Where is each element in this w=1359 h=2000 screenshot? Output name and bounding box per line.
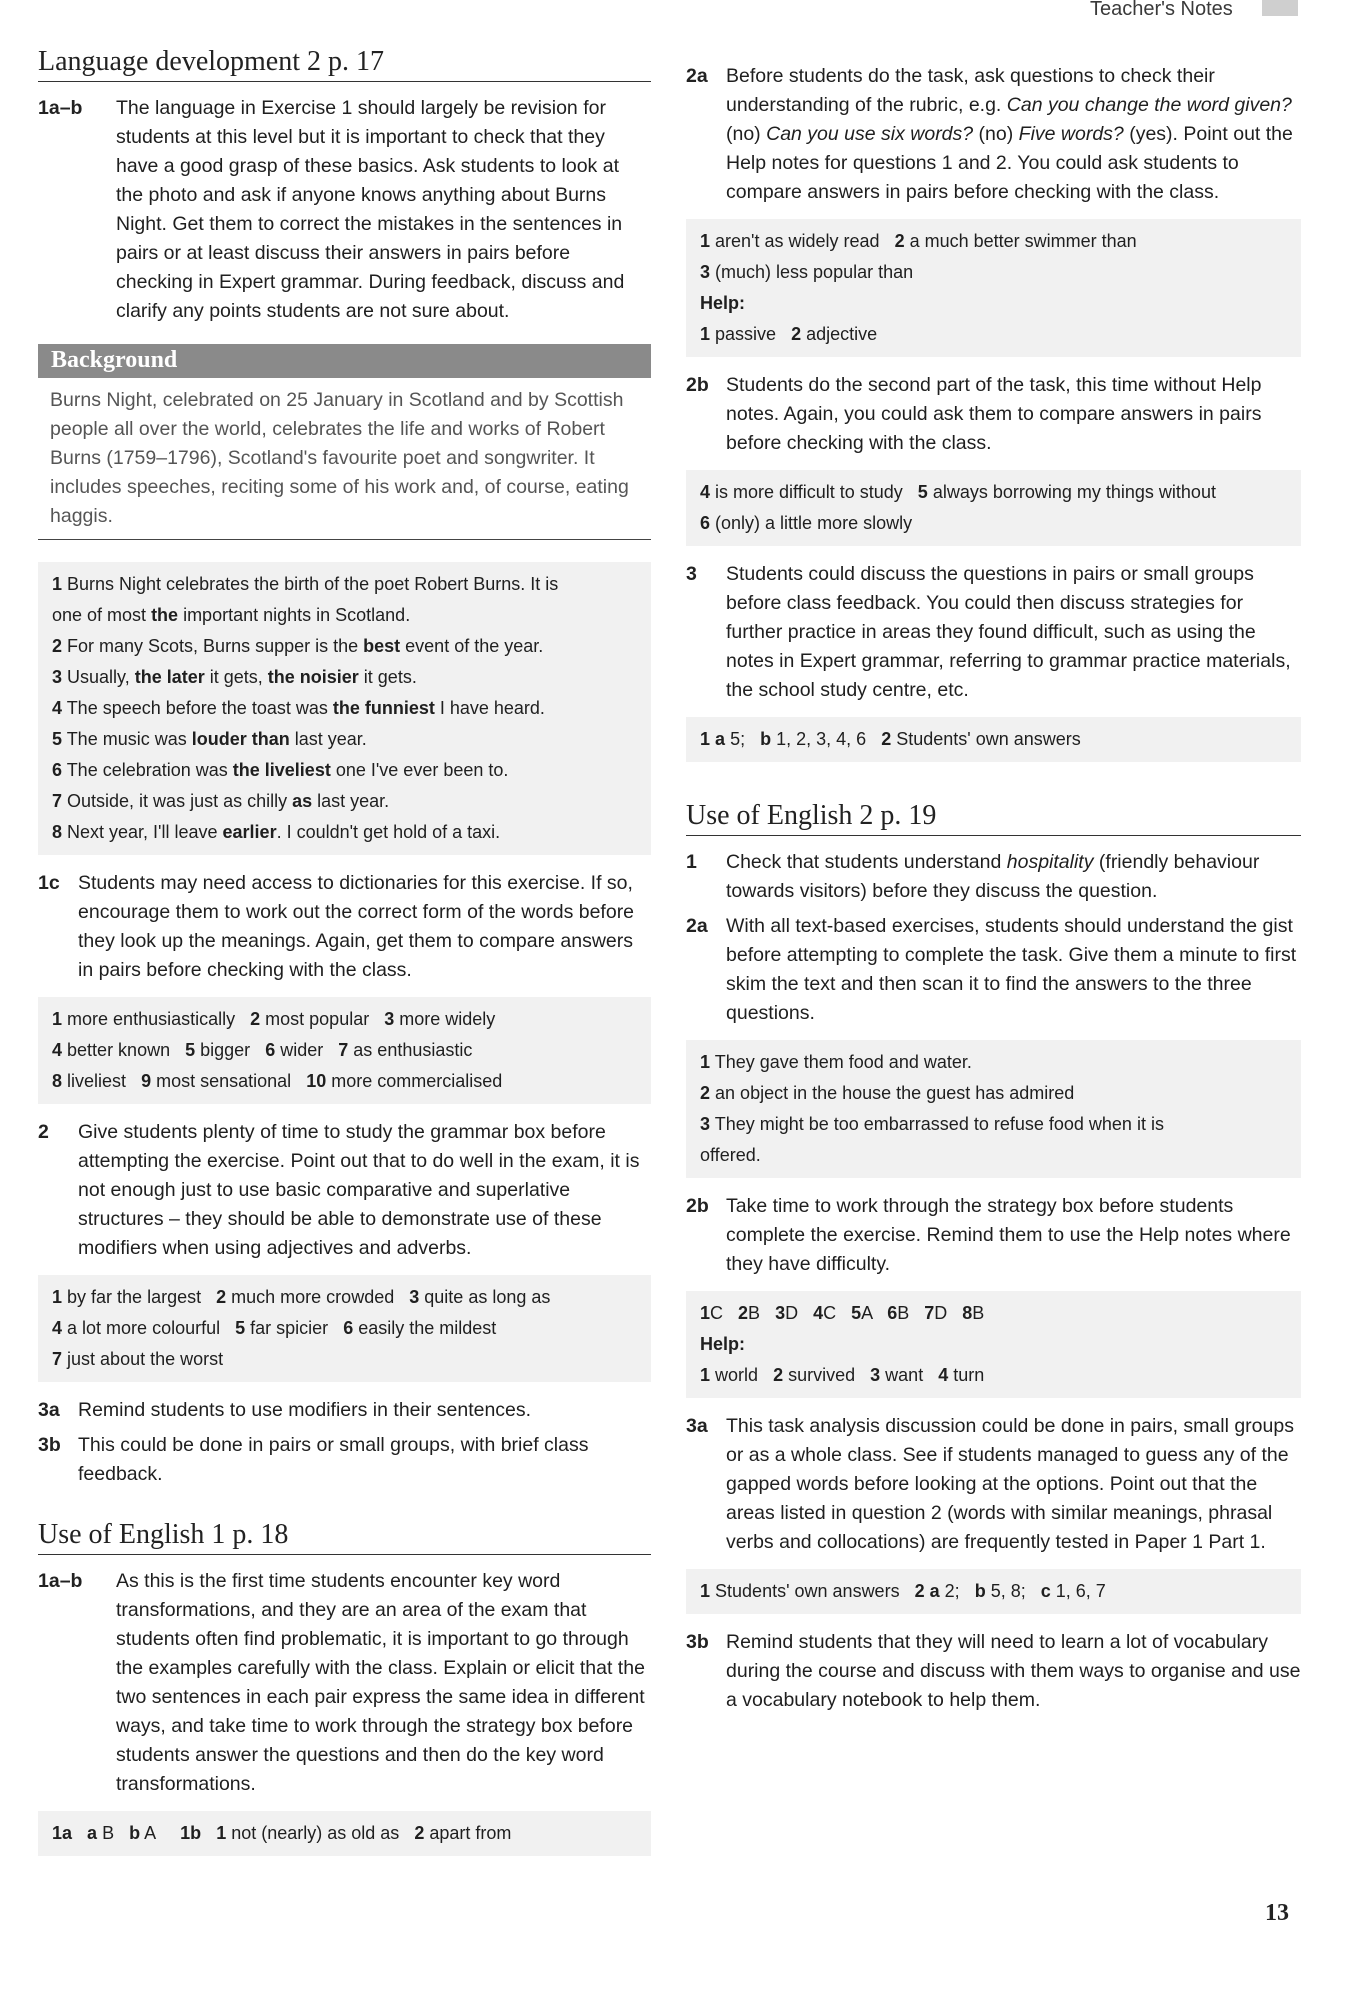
answer-box-2: 1 by far the largest 2 much more crowded 3 quite as long as 4 a lot more colourful 5 far spicier 6 easily the mildest 7 just about the worst	[38, 1275, 651, 1382]
exercise-number: 2	[38, 1121, 49, 1143]
background-box	[38, 344, 651, 540]
paragraph-text: This task analysis discussion could be done in pairs, small groups or as a whole class. See if students managed to guess any of the gapped words before looking at the options. Point out that the areas listed in question 2 (words with similar meanings, phrasal verbs and collocations) are frequently tested in Paper 1 Part 1.	[726, 1415, 1294, 1553]
answer-box-uoe1: 1a a B b A 1b 1 not (nearly) as old as 2 apart from	[38, 1811, 651, 1856]
exercise-number: 2b	[686, 374, 709, 396]
exercise-number: 2a	[686, 915, 708, 937]
paragraph-uoe2-3a	[686, 1412, 1301, 1557]
running-header: Teacher's Notes	[1090, 0, 1233, 20]
paragraph-text: As this is the first time students encounter key word transformations, and they are an area of the exam that students often find problematic, it is important to go through the examples carefully with the class. Explain or elicit that the two sentences in each pair express the same idea in different ways, and take time to work through the strategy box before students answer the questions and then do the key word transformations.	[116, 1570, 645, 1795]
exercise-number: 1a–b	[38, 97, 83, 119]
answer-line: 8 Next year, I'll leave earlier. I couldn't get hold of a taxi.	[52, 822, 501, 842]
page-number: 13	[1265, 1900, 1289, 1926]
paragraph-3a	[38, 1396, 651, 1425]
paragraph-text: Before students do the task, ask questions to check their understanding of the rubric, e.g. Can you change the word given? (no) Can you use six words? (no) Five words? (yes). Point out the Help notes for questions 1 and 2. You could ask students to compare answers in pairs before checking with the class.	[726, 65, 1293, 203]
exercise-number: 3b	[686, 1631, 709, 1653]
answer-line: 5 The music was louder than last year.	[52, 729, 367, 749]
exercise-number: 3a	[686, 1415, 708, 1437]
answer-line: 7 Outside, it was just as chilly as last year.	[52, 791, 390, 811]
exercise-number: 3a	[38, 1399, 60, 1421]
answer-box-2a: 1 aren't as widely read 2 a much better swimmer than 3 (much) less popular than Help: 1 passive 2 adjective	[686, 219, 1301, 357]
paragraph-2	[38, 1118, 651, 1263]
exercise-number: 3b	[38, 1434, 61, 1456]
answer-line: 2 For many Scots, Burns supper is the best event of the year.	[52, 636, 544, 656]
section-heading-use-of-english-2: Use of English 2 p. 19	[686, 800, 1301, 836]
paragraph-text: Take time to work through the strategy box before students complete the exercise. Remind them to use the Help notes where they have difficulty.	[726, 1195, 1291, 1275]
answer-line: 6 The celebration was the liveliest one I've ever been to.	[52, 760, 509, 780]
header-tab-block	[1262, 0, 1298, 16]
paragraph-uoe2-3b	[686, 1628, 1301, 1715]
answer-box-uoe2-2b: 1C 2B 3D 4C 5A 6B 7D 8B Help: 1 world 2 survived 3 want 4 turn	[686, 1291, 1301, 1398]
answer-line: one of most the important nights in Scotland.	[52, 605, 411, 625]
exercise-number: 1a–b	[38, 1570, 83, 1592]
section-heading-language-development: Language development 2 p. 17	[38, 46, 651, 82]
exercise-number: 2b	[686, 1195, 709, 1217]
paragraph-text: Remind students that they will need to learn a lot of vocabulary during the course and discuss with them ways to organise and use a vocabulary notebook to help them.	[726, 1631, 1301, 1711]
answer-box-2b: 4 is more difficult to study 5 always borrowing my things without 6 (only) a little more slowly	[686, 470, 1301, 546]
paragraph-text: Students could discuss the questions in pairs or small groups before class feedback. You could then discuss strategies for further practice in areas they found difficult, such as using the notes in Expert grammar, referring to grammar practice materials, the school study centre, etc.	[726, 563, 1291, 701]
paragraph-3b	[38, 1431, 651, 1489]
paragraph-3	[686, 560, 1301, 705]
background-title: Background	[38, 344, 651, 378]
left-column	[38, 46, 651, 1870]
answer-box-1a-b	[38, 562, 651, 855]
answer-line: 3 Usually, the later it gets, the noisier it gets.	[52, 667, 417, 687]
exercise-number: 2a	[686, 65, 708, 87]
paragraph-text: Students do the second part of the task, this time without Help notes. Again, you could ask them to compare answers in pairs before checking with the class.	[726, 374, 1262, 454]
paragraph-text: Give students plenty of time to study the grammar box before attempting the exercise. Point out that to do well in the exam, it is not enough just to use basic comparative and superlative structures – they should be able to demonstrate use of these modifiers when using adjectives and adverbs.	[78, 1121, 640, 1259]
exercise-number: 1	[686, 851, 697, 873]
paragraph-text: Remind students to use modifiers in their sentences.	[78, 1399, 532, 1421]
paragraph-text: The language in Exercise 1 should largely be revision for students at this level but it is important to check that they have a good grasp of these basics. Ask students to look at the photo and ask if anyone knows anything about Burns Night. Get them to correct the mistakes in the sentences in pairs or at least discuss their answers in pairs before checking in Expert grammar. During feedback, discuss and clarify any points students are not sure about.	[116, 97, 625, 322]
answer-box-uoe2-2a: 1 They gave them food and water. 2 an object in the house the guest has admired 3 They might be too embarrassed to refuse food when it is offered.	[686, 1040, 1301, 1178]
background-text: Burns Night, celebrated on 25 January in Scotland and by Scottish people all over the world, celebrates the life and works of Robert Burns (1759–1796), Scotland's favourite poet and songwriter. It includes speeches, reciting some of his work and, of course, eating haggis.	[50, 389, 629, 527]
answer-box-3: 1 a 5; b 1, 2, 3, 4, 6 2 Students' own answers	[686, 717, 1301, 762]
exercise-number: 1c	[38, 872, 60, 894]
paragraph-uoe2-2b	[686, 1192, 1301, 1279]
paragraph-text: Students may need access to dictionaries for this exercise. If so, encourage them to work out the correct form of the words before they look up the meanings. Again, get them to compare answers in pairs before checking with the class.	[78, 872, 635, 981]
paragraph-2a	[686, 62, 1301, 207]
right-column	[686, 62, 1301, 1721]
answer-line: 4 The speech before the toast was the funniest I have heard.	[52, 698, 545, 718]
section-heading-use-of-english-1: Use of English 1 p. 18	[38, 1519, 651, 1555]
paragraph-2b	[686, 371, 1301, 458]
paragraph-text: Check that students understand hospitality (friendly behaviour towards visitors) before they discuss the question.	[726, 851, 1260, 902]
paragraph-uoe1-1a-b	[38, 1567, 651, 1799]
paragraph-text: This could be done in pairs or small groups, with brief class feedback.	[78, 1434, 589, 1485]
paragraph-1a-b	[38, 94, 651, 326]
paragraph-text: With all text-based exercises, students should understand the gist before attempting to complete the task. Give them a minute to first skim the text and then scan it to find the answers to the three questions.	[726, 915, 1297, 1024]
exercise-number: 3	[686, 563, 697, 585]
answer-line: 1 Burns Night celebrates the birth of the poet Robert Burns. It is	[52, 574, 559, 594]
paragraph-uoe2-1	[686, 848, 1301, 906]
paragraph-uoe2-2a	[686, 912, 1301, 1028]
answer-box-uoe2-3a: 1 Students' own answers 2 a 2; b 5, 8; c 1, 6, 7	[686, 1569, 1301, 1614]
answer-box-1c: 1 more enthusiastically 2 most popular 3 more widely 4 better known 5 bigger 6 wider 7 as enthusiastic 8 liveliest 9 most sensational 10 more commercialised	[38, 997, 651, 1104]
paragraph-1c	[38, 869, 651, 985]
